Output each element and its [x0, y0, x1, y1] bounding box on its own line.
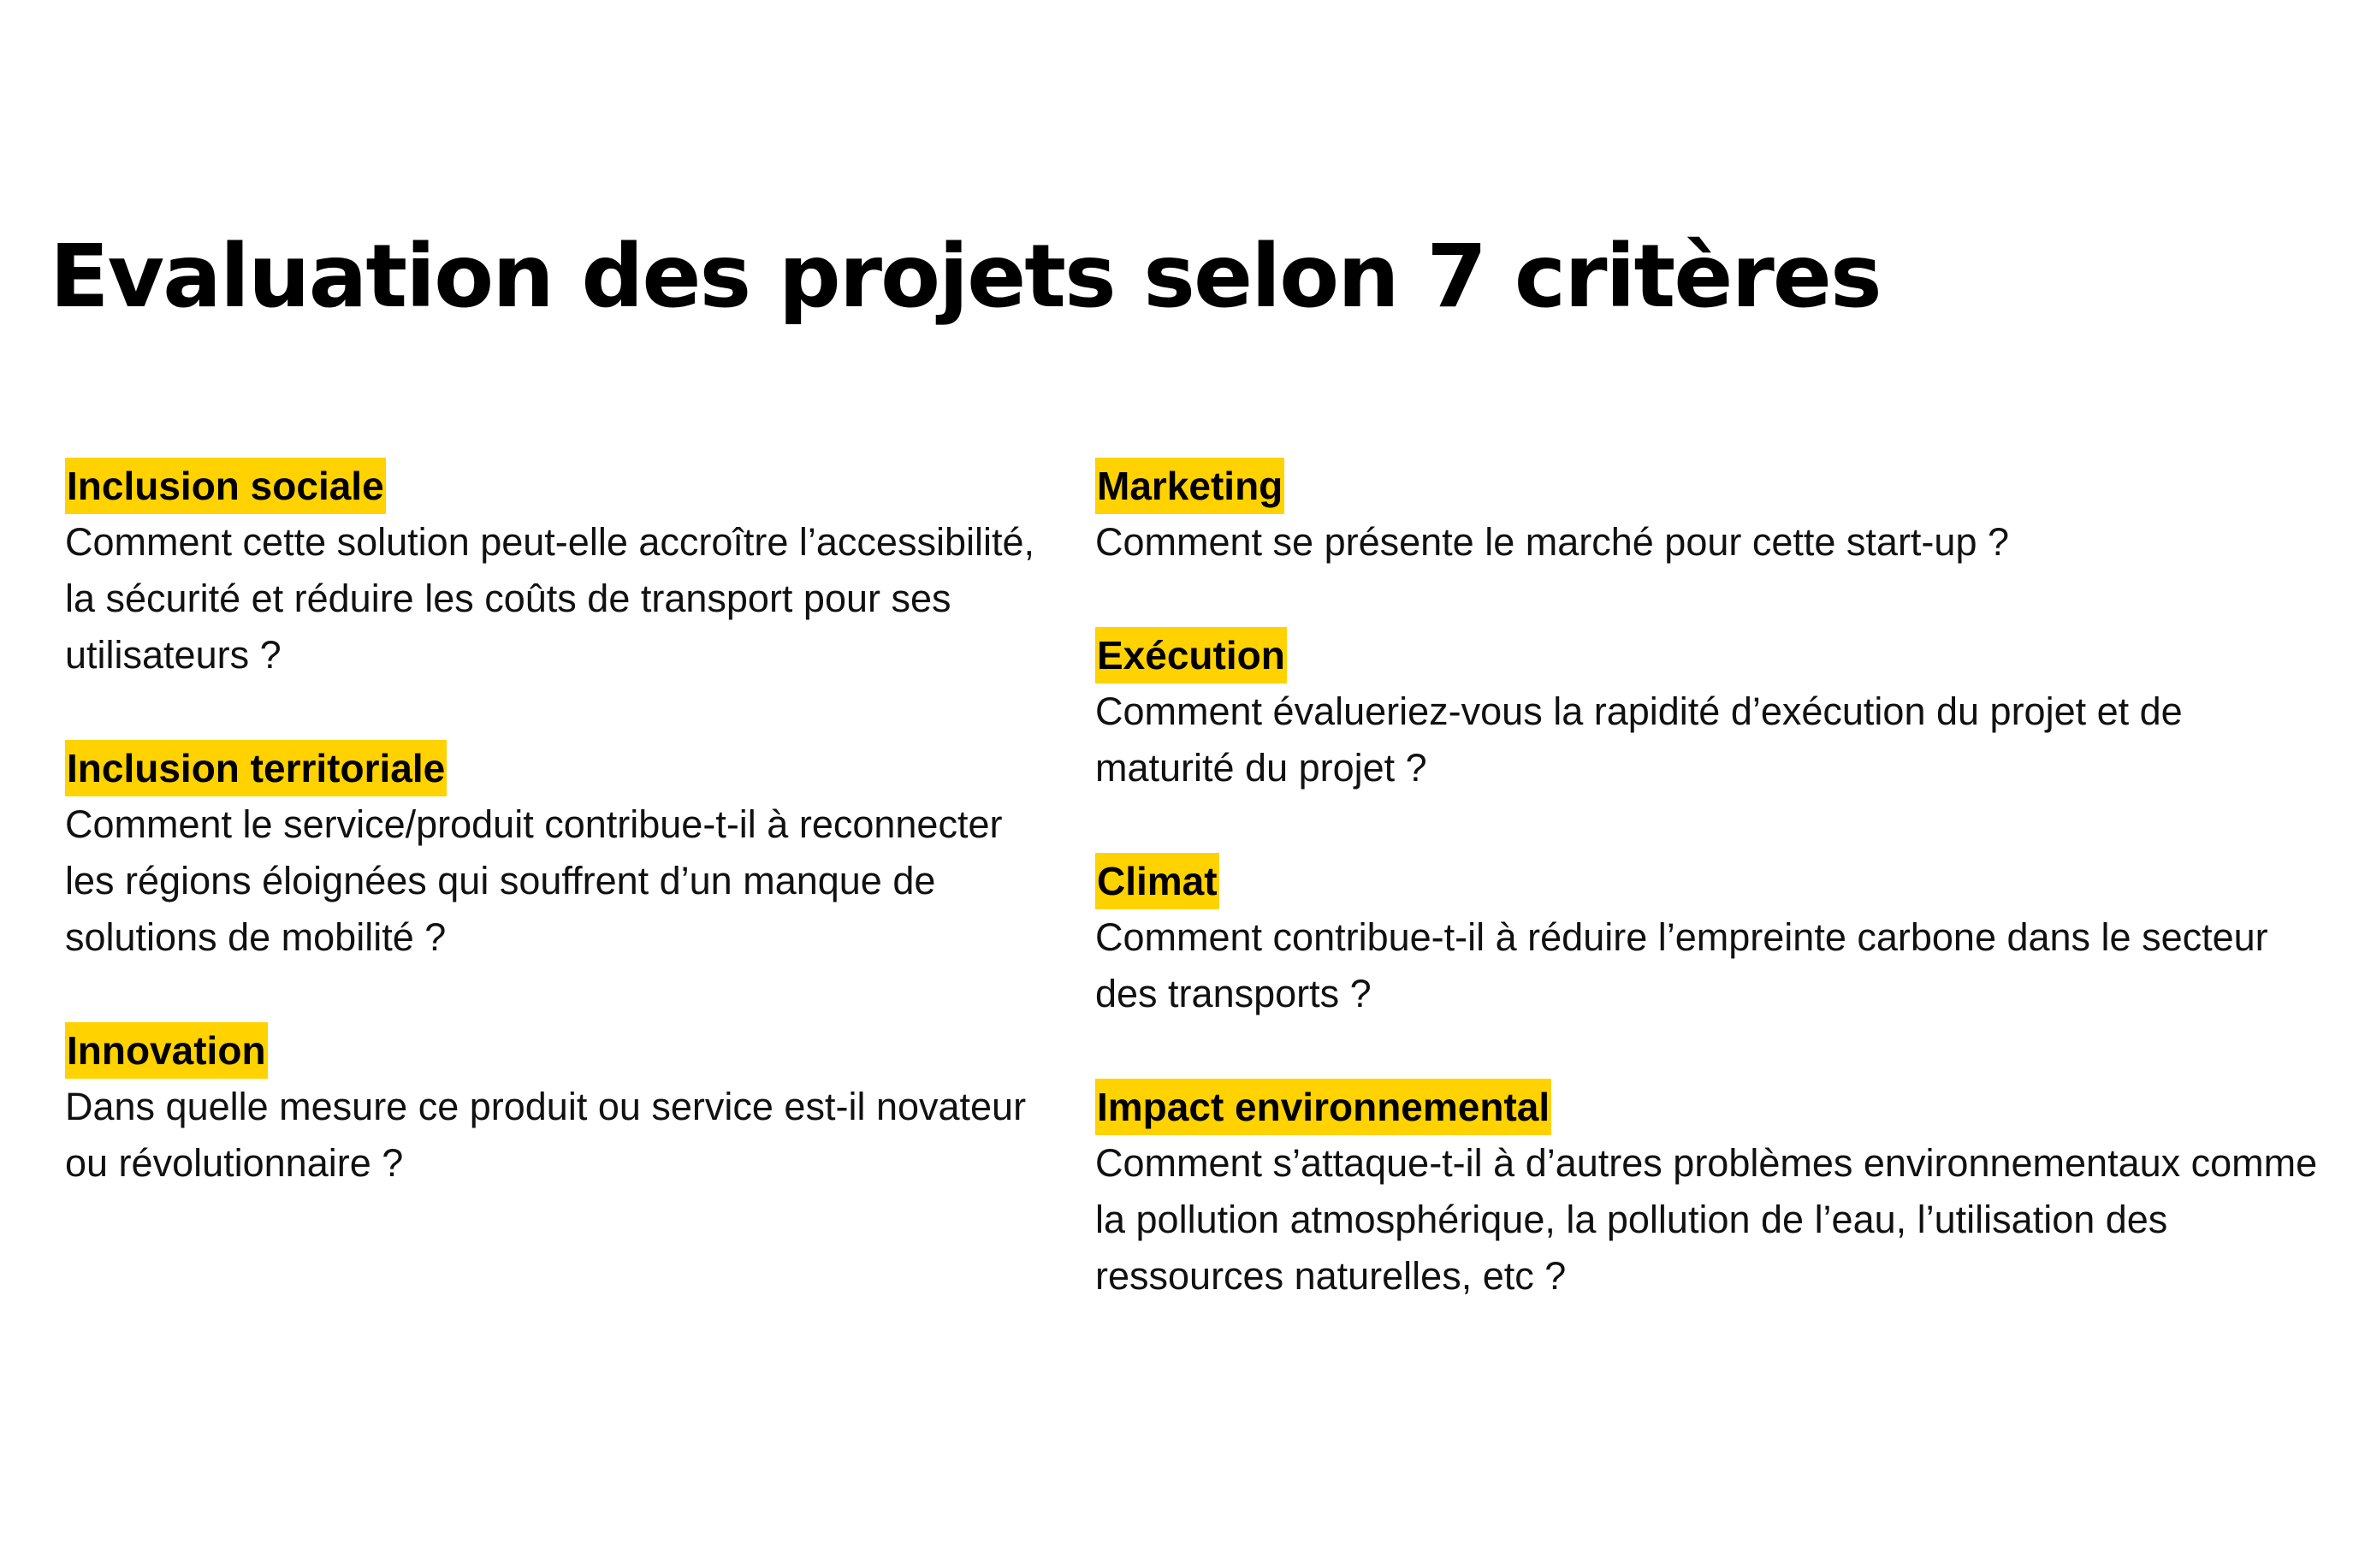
criterion-marketing	[1095, 458, 2327, 571]
criterion-description: Comment cette solution peut-elle accroître l’accessibilité, la sécurité et réduire les coûts de transport pour ses utilisateurs ?	[65, 520, 1034, 677]
criterion-description: Dans quelle mesure ce produit ou service est-il novateur ou révolutionnaire ?	[65, 1085, 1027, 1185]
criterion-inclusion-territoriale	[65, 740, 1040, 966]
criterion-description: Comment se présente le marché pour cette start-up ?	[1095, 520, 2010, 564]
criterion-description: Comment le service/produit contribue-t-il à reconnecter les régions éloignées qui souffrent d’un manque de solutions de mobilité ?	[65, 802, 1003, 959]
criterion-title: Climat	[1095, 853, 1219, 909]
criterion-title: Innovation	[65, 1022, 268, 1079]
criterion-impact-environnemental	[1095, 1079, 2327, 1305]
criterion-innovation	[65, 1022, 1040, 1192]
criterion-inclusion-sociale	[65, 458, 1040, 683]
criterion-title: Impact environnemental	[1095, 1079, 1551, 1135]
criterion-title: Marketing	[1095, 458, 1284, 514]
criterion-climat	[1095, 853, 2327, 1022]
criterion-title: Exécution	[1095, 627, 1287, 683]
criterion-description: Comment contribue-t-il à réduire l’empreinte carbone dans le secteur des transports ?	[1095, 915, 2268, 1015]
criteria-left-column	[65, 458, 1040, 1248]
criterion-description: Comment évalueriez-vous la rapidité d’exécution du projet et de maturité du projet ?	[1095, 689, 2183, 790]
criterion-description: Comment s’attaque-t-il à d’autres problèmes environnementaux comme la pollution atmosphérique, la pollution de l’eau, l’utilisation des ressources naturelles, etc ?	[1095, 1141, 2318, 1298]
criteria-right-column	[1095, 458, 2327, 1361]
page-title: Evaluation des projets selon 7 critères	[50, 226, 1881, 328]
criterion-execution	[1095, 627, 2327, 796]
criterion-title: Inclusion sociale	[65, 458, 386, 514]
criterion-title: Inclusion territoriale	[65, 740, 447, 796]
